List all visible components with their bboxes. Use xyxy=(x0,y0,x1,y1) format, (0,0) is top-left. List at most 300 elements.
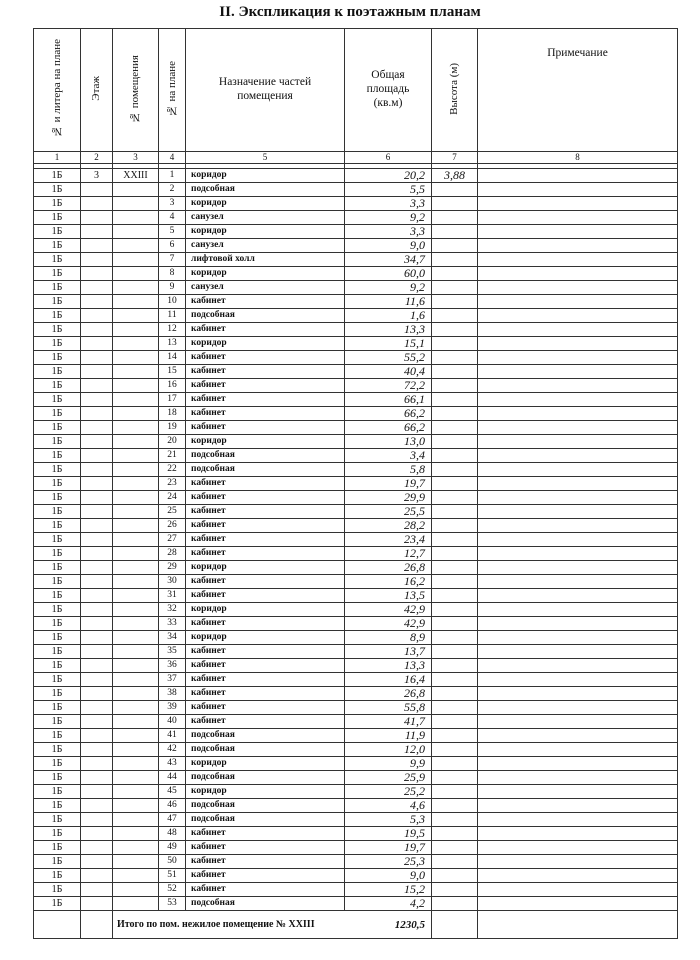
cell-literal: 1Б xyxy=(34,883,81,897)
cell-height xyxy=(432,701,478,715)
cell-purpose: кабинет xyxy=(186,645,345,659)
cell-purpose: кабинет xyxy=(186,477,345,491)
table-row xyxy=(34,295,678,309)
total-cell xyxy=(113,911,432,939)
header-purpose: Назначение частей помещения xyxy=(186,29,345,152)
cell-plan-number: 51 xyxy=(159,869,186,883)
table-row xyxy=(34,449,678,463)
cell-note xyxy=(478,351,678,365)
cell-literal: 1Б xyxy=(34,757,81,771)
table-row xyxy=(34,631,678,645)
cell-floor xyxy=(81,351,113,365)
cell-plan-number: 52 xyxy=(159,883,186,897)
cell-room xyxy=(113,211,159,225)
cell-plan-number: 2 xyxy=(159,183,186,197)
table-row xyxy=(34,561,678,575)
cell-note xyxy=(478,603,678,617)
column-number: 6 xyxy=(345,152,432,164)
cell-note xyxy=(478,575,678,589)
cell-room xyxy=(113,715,159,729)
cell-plan-number: 11 xyxy=(159,309,186,323)
cell-floor xyxy=(81,645,113,659)
cell-purpose: коридор xyxy=(186,603,345,617)
cell-room xyxy=(113,253,159,267)
table-body xyxy=(34,169,678,911)
cell-literal: 1Б xyxy=(34,701,81,715)
cell-purpose: кабинет xyxy=(186,547,345,561)
cell-floor xyxy=(81,323,113,337)
cell-literal: 1Б xyxy=(34,183,81,197)
cell-height xyxy=(432,645,478,659)
cell-floor xyxy=(81,673,113,687)
cell-literal: 1Б xyxy=(34,785,81,799)
cell-literal: 1Б xyxy=(34,841,81,855)
cell-room xyxy=(113,687,159,701)
cell-floor xyxy=(81,281,113,295)
cell-area: 11,6 xyxy=(345,295,432,309)
cell-literal: 1Б xyxy=(34,561,81,575)
cell-height xyxy=(432,855,478,869)
cell-plan-number: 38 xyxy=(159,687,186,701)
cell-room xyxy=(113,463,159,477)
cell-floor xyxy=(81,617,113,631)
cell-floor xyxy=(81,743,113,757)
cell-floor xyxy=(81,449,113,463)
cell-plan-number: 6 xyxy=(159,239,186,253)
cell-plan-number: 20 xyxy=(159,435,186,449)
cell-plan-number: 24 xyxy=(159,491,186,505)
table-row xyxy=(34,519,678,533)
cell-literal: 1Б xyxy=(34,533,81,547)
cell-height: 3,88 xyxy=(432,169,478,183)
cell-plan-number: 39 xyxy=(159,701,186,715)
cell-literal: 1Б xyxy=(34,197,81,211)
cell-area: 16,4 xyxy=(345,673,432,687)
table-row xyxy=(34,211,678,225)
header-note: Примечание xyxy=(478,29,678,152)
table-row xyxy=(34,197,678,211)
cell-height xyxy=(432,813,478,827)
cell-height xyxy=(432,309,478,323)
cell-purpose: кабинет xyxy=(186,393,345,407)
cell-purpose: подсобная xyxy=(186,463,345,477)
total-value: 1230,5 xyxy=(394,918,425,931)
cell-note xyxy=(478,771,678,785)
cell-purpose: кабинет xyxy=(186,295,345,309)
cell-plan-number: 36 xyxy=(159,659,186,673)
cell-purpose: санузел xyxy=(186,281,345,295)
cell-area: 28,2 xyxy=(345,519,432,533)
cell-area: 5,5 xyxy=(345,183,432,197)
cell-purpose: подсобная xyxy=(186,799,345,813)
cell-height xyxy=(432,253,478,267)
cell-room xyxy=(113,631,159,645)
cell-note xyxy=(478,253,678,267)
cell-literal: 1Б xyxy=(34,267,81,281)
cell-note xyxy=(478,785,678,799)
cell-note xyxy=(478,687,678,701)
cell-room xyxy=(113,603,159,617)
cell-height xyxy=(432,841,478,855)
cell-plan-number: 21 xyxy=(159,449,186,463)
cell-height xyxy=(432,659,478,673)
cell-plan-number: 25 xyxy=(159,505,186,519)
cell-plan-number: 23 xyxy=(159,477,186,491)
cell-plan-number: 50 xyxy=(159,855,186,869)
cell-purpose: кабинет xyxy=(186,379,345,393)
cell-height xyxy=(432,239,478,253)
cell-note xyxy=(478,897,678,911)
cell-height xyxy=(432,491,478,505)
cell-purpose: кабинет xyxy=(186,715,345,729)
cell-area: 15,2 xyxy=(345,883,432,897)
cell-literal: 1Б xyxy=(34,225,81,239)
table-row xyxy=(34,169,678,183)
cell-area: 41,7 xyxy=(345,715,432,729)
cell-purpose: коридор xyxy=(186,757,345,771)
cell-note xyxy=(478,239,678,253)
cell-plan-number: 14 xyxy=(159,351,186,365)
cell-room xyxy=(113,505,159,519)
table-row xyxy=(34,547,678,561)
cell-area: 26,8 xyxy=(345,687,432,701)
cell-room xyxy=(113,421,159,435)
cell-height xyxy=(432,673,478,687)
cell-floor xyxy=(81,687,113,701)
cell-note xyxy=(478,715,678,729)
cell-note xyxy=(478,827,678,841)
cell-note xyxy=(478,407,678,421)
column-numbers-row xyxy=(34,152,678,164)
cell-note xyxy=(478,491,678,505)
cell-purpose: подсобная xyxy=(186,449,345,463)
cell-floor xyxy=(81,267,113,281)
cell-plan-number: 32 xyxy=(159,603,186,617)
cell-floor xyxy=(81,407,113,421)
cell-height xyxy=(432,183,478,197)
table-row xyxy=(34,323,678,337)
cell-note xyxy=(478,435,678,449)
cell-plan-number: 37 xyxy=(159,673,186,687)
cell-note xyxy=(478,701,678,715)
cell-height xyxy=(432,351,478,365)
table-row xyxy=(34,267,678,281)
cell-purpose: подсобная xyxy=(186,309,345,323)
cell-room xyxy=(113,701,159,715)
page-title: II. Экспликация к поэтажным планам xyxy=(219,4,481,20)
cell-room xyxy=(113,645,159,659)
cell-purpose: коридор xyxy=(186,631,345,645)
cell-literal: 1Б xyxy=(34,645,81,659)
cell-literal: 1Б xyxy=(34,295,81,309)
cell-area: 4,6 xyxy=(345,799,432,813)
cell-literal: 1Б xyxy=(34,687,81,701)
cell-plan-number: 27 xyxy=(159,533,186,547)
cell-area: 9,2 xyxy=(345,211,432,225)
table-row xyxy=(34,281,678,295)
table-row xyxy=(34,673,678,687)
cell-floor xyxy=(81,505,113,519)
cell-purpose: кабинет xyxy=(186,519,345,533)
cell-area: 25,5 xyxy=(345,505,432,519)
cell-area: 25,9 xyxy=(345,771,432,785)
cell-note xyxy=(478,379,678,393)
cell-floor xyxy=(81,757,113,771)
cell-note xyxy=(478,617,678,631)
cell-floor xyxy=(81,603,113,617)
cell-note xyxy=(478,365,678,379)
column-number: 8 xyxy=(478,152,678,164)
cell-room xyxy=(113,883,159,897)
cell-literal: 1Б xyxy=(34,253,81,267)
cell-room xyxy=(113,365,159,379)
cell-note xyxy=(478,589,678,603)
cell-plan-number: 1 xyxy=(159,169,186,183)
cell-area: 25,3 xyxy=(345,855,432,869)
cell-purpose: коридор xyxy=(186,225,345,239)
explication-table xyxy=(33,28,678,939)
table-row xyxy=(34,421,678,435)
cell-purpose: кабинет xyxy=(186,421,345,435)
cell-area: 42,9 xyxy=(345,603,432,617)
table-row xyxy=(34,337,678,351)
cell-room xyxy=(113,617,159,631)
table-row xyxy=(34,225,678,239)
cell-plan-number: 43 xyxy=(159,757,186,771)
cell-literal: 1Б xyxy=(34,421,81,435)
cell-purpose: лифтовой холл xyxy=(186,253,345,267)
cell-area: 19,5 xyxy=(345,827,432,841)
cell-literal: 1Б xyxy=(34,673,81,687)
cell-room xyxy=(113,827,159,841)
cell-literal: 1Б xyxy=(34,603,81,617)
cell-note xyxy=(478,393,678,407)
cell-height xyxy=(432,225,478,239)
cell-area: 55,2 xyxy=(345,351,432,365)
cell-plan-number: 19 xyxy=(159,421,186,435)
cell-note xyxy=(478,519,678,533)
cell-floor xyxy=(81,435,113,449)
cell-height xyxy=(432,281,478,295)
cell-purpose: подсобная xyxy=(186,183,345,197)
column-number: 4 xyxy=(159,152,186,164)
cell-floor xyxy=(81,659,113,673)
table-row xyxy=(34,715,678,729)
cell-area: 60,0 xyxy=(345,267,432,281)
cell-plan-number: 7 xyxy=(159,253,186,267)
column-number: 3 xyxy=(113,152,159,164)
cell-literal: 1Б xyxy=(34,617,81,631)
cell-room xyxy=(113,813,159,827)
cell-height xyxy=(432,617,478,631)
cell-purpose: кабинет xyxy=(186,491,345,505)
cell-purpose: санузел xyxy=(186,239,345,253)
table-row xyxy=(34,575,678,589)
table-row xyxy=(34,827,678,841)
cell-purpose: коридор xyxy=(186,785,345,799)
cell-area: 3,4 xyxy=(345,449,432,463)
cell-height xyxy=(432,337,478,351)
cell-area: 13,7 xyxy=(345,645,432,659)
table-row xyxy=(34,463,678,477)
table-row xyxy=(34,743,678,757)
cell-area: 4,2 xyxy=(345,897,432,911)
cell-plan-number: 41 xyxy=(159,729,186,743)
table-row xyxy=(34,841,678,855)
cell-plan-number: 13 xyxy=(159,337,186,351)
cell-room xyxy=(113,743,159,757)
cell-area: 23,4 xyxy=(345,533,432,547)
cell-floor xyxy=(81,463,113,477)
cell-note xyxy=(478,869,678,883)
cell-area: 66,1 xyxy=(345,393,432,407)
cell-plan-number: 28 xyxy=(159,547,186,561)
table-row xyxy=(34,239,678,253)
cell-floor xyxy=(81,785,113,799)
cell-area: 19,7 xyxy=(345,841,432,855)
cell-note xyxy=(478,477,678,491)
cell-purpose: кабинет xyxy=(186,869,345,883)
cell-plan-number: 31 xyxy=(159,589,186,603)
cell-literal: 1Б xyxy=(34,729,81,743)
header-floor: Этаж xyxy=(81,29,113,152)
header-area: Общая площадь (кв.м) xyxy=(345,29,432,152)
cell-purpose: коридор xyxy=(186,267,345,281)
cell-note xyxy=(478,883,678,897)
cell-note xyxy=(478,757,678,771)
cell-room xyxy=(113,757,159,771)
cell-plan-number: 16 xyxy=(159,379,186,393)
table-row xyxy=(34,729,678,743)
cell-room xyxy=(113,407,159,421)
cell-height xyxy=(432,519,478,533)
cell-literal: 1Б xyxy=(34,505,81,519)
cell-floor xyxy=(81,225,113,239)
cell-height xyxy=(432,323,478,337)
cell-room xyxy=(113,379,159,393)
cell-literal: 1Б xyxy=(34,799,81,813)
cell-note xyxy=(478,463,678,477)
cell-height xyxy=(432,393,478,407)
cell-plan-number: 3 xyxy=(159,197,186,211)
cell-height xyxy=(432,379,478,393)
cell-area: 5,8 xyxy=(345,463,432,477)
cell-area: 12,0 xyxy=(345,743,432,757)
cell-room xyxy=(113,841,159,855)
cell-room xyxy=(113,533,159,547)
table-row xyxy=(34,785,678,799)
table-row xyxy=(34,617,678,631)
cell-purpose: подсобная xyxy=(186,897,345,911)
cell-literal: 1Б xyxy=(34,407,81,421)
cell-room xyxy=(113,561,159,575)
cell-floor xyxy=(81,519,113,533)
cell-literal: 1Б xyxy=(34,449,81,463)
cell-height xyxy=(432,295,478,309)
header-room: № помещения xyxy=(113,29,159,152)
cell-floor xyxy=(81,589,113,603)
cell-area: 5,3 xyxy=(345,813,432,827)
cell-purpose: коридор xyxy=(186,169,345,183)
table-row xyxy=(34,533,678,547)
cell-plan-number: 5 xyxy=(159,225,186,239)
cell-height xyxy=(432,589,478,603)
cell-room xyxy=(113,393,159,407)
cell-plan-number: 22 xyxy=(159,463,186,477)
cell-floor xyxy=(81,841,113,855)
cell-purpose: кабинет xyxy=(186,659,345,673)
cell-literal: 1Б xyxy=(34,169,81,183)
cell-purpose: кабинет xyxy=(186,505,345,519)
cell-plan-number: 12 xyxy=(159,323,186,337)
cell-purpose: санузел xyxy=(186,211,345,225)
cell-note xyxy=(478,561,678,575)
cell-room xyxy=(113,547,159,561)
cell-purpose: коридор xyxy=(186,435,345,449)
cell-note xyxy=(478,673,678,687)
cell-purpose: кабинет xyxy=(186,701,345,715)
cell-purpose: подсобная xyxy=(186,771,345,785)
cell-room xyxy=(113,771,159,785)
header-literal: № и литера на плане xyxy=(34,29,81,152)
cell-purpose: кабинет xyxy=(186,827,345,841)
cell-area: 16,2 xyxy=(345,575,432,589)
cell-area: 20,2 xyxy=(345,169,432,183)
cell-room xyxy=(113,673,159,687)
table-row xyxy=(34,435,678,449)
cell-purpose: кабинет xyxy=(186,351,345,365)
table-row xyxy=(34,253,678,267)
cell-note xyxy=(478,533,678,547)
cell-area: 13,3 xyxy=(345,659,432,673)
cell-area: 34,7 xyxy=(345,253,432,267)
cell-area: 13,3 xyxy=(345,323,432,337)
cell-literal: 1Б xyxy=(34,477,81,491)
cell-plan-number: 33 xyxy=(159,617,186,631)
cell-room xyxy=(113,799,159,813)
cell-floor xyxy=(81,211,113,225)
cell-literal: 1Б xyxy=(34,659,81,673)
cell-room xyxy=(113,589,159,603)
cell-note xyxy=(478,337,678,351)
table-row xyxy=(34,855,678,869)
cell-plan-number: 40 xyxy=(159,715,186,729)
cell-purpose: коридор xyxy=(186,337,345,351)
cell-height xyxy=(432,211,478,225)
cell-height xyxy=(432,603,478,617)
cell-plan-number: 15 xyxy=(159,365,186,379)
cell-note xyxy=(478,799,678,813)
column-number: 1 xyxy=(34,152,81,164)
table-row xyxy=(34,407,678,421)
header-height: Высота (м) xyxy=(432,29,478,152)
cell-height xyxy=(432,785,478,799)
cell-room xyxy=(113,323,159,337)
cell-note xyxy=(478,547,678,561)
table-row xyxy=(34,701,678,715)
column-number: 7 xyxy=(432,152,478,164)
cell-floor xyxy=(81,575,113,589)
header-row xyxy=(34,29,678,152)
cell-plan-number: 49 xyxy=(159,841,186,855)
table-row xyxy=(34,799,678,813)
cell-literal: 1Б xyxy=(34,589,81,603)
cell-purpose: кабинет xyxy=(186,365,345,379)
cell-room: XXIII xyxy=(113,169,159,183)
cell-note xyxy=(478,729,678,743)
cell-room xyxy=(113,659,159,673)
table-row xyxy=(34,505,678,519)
